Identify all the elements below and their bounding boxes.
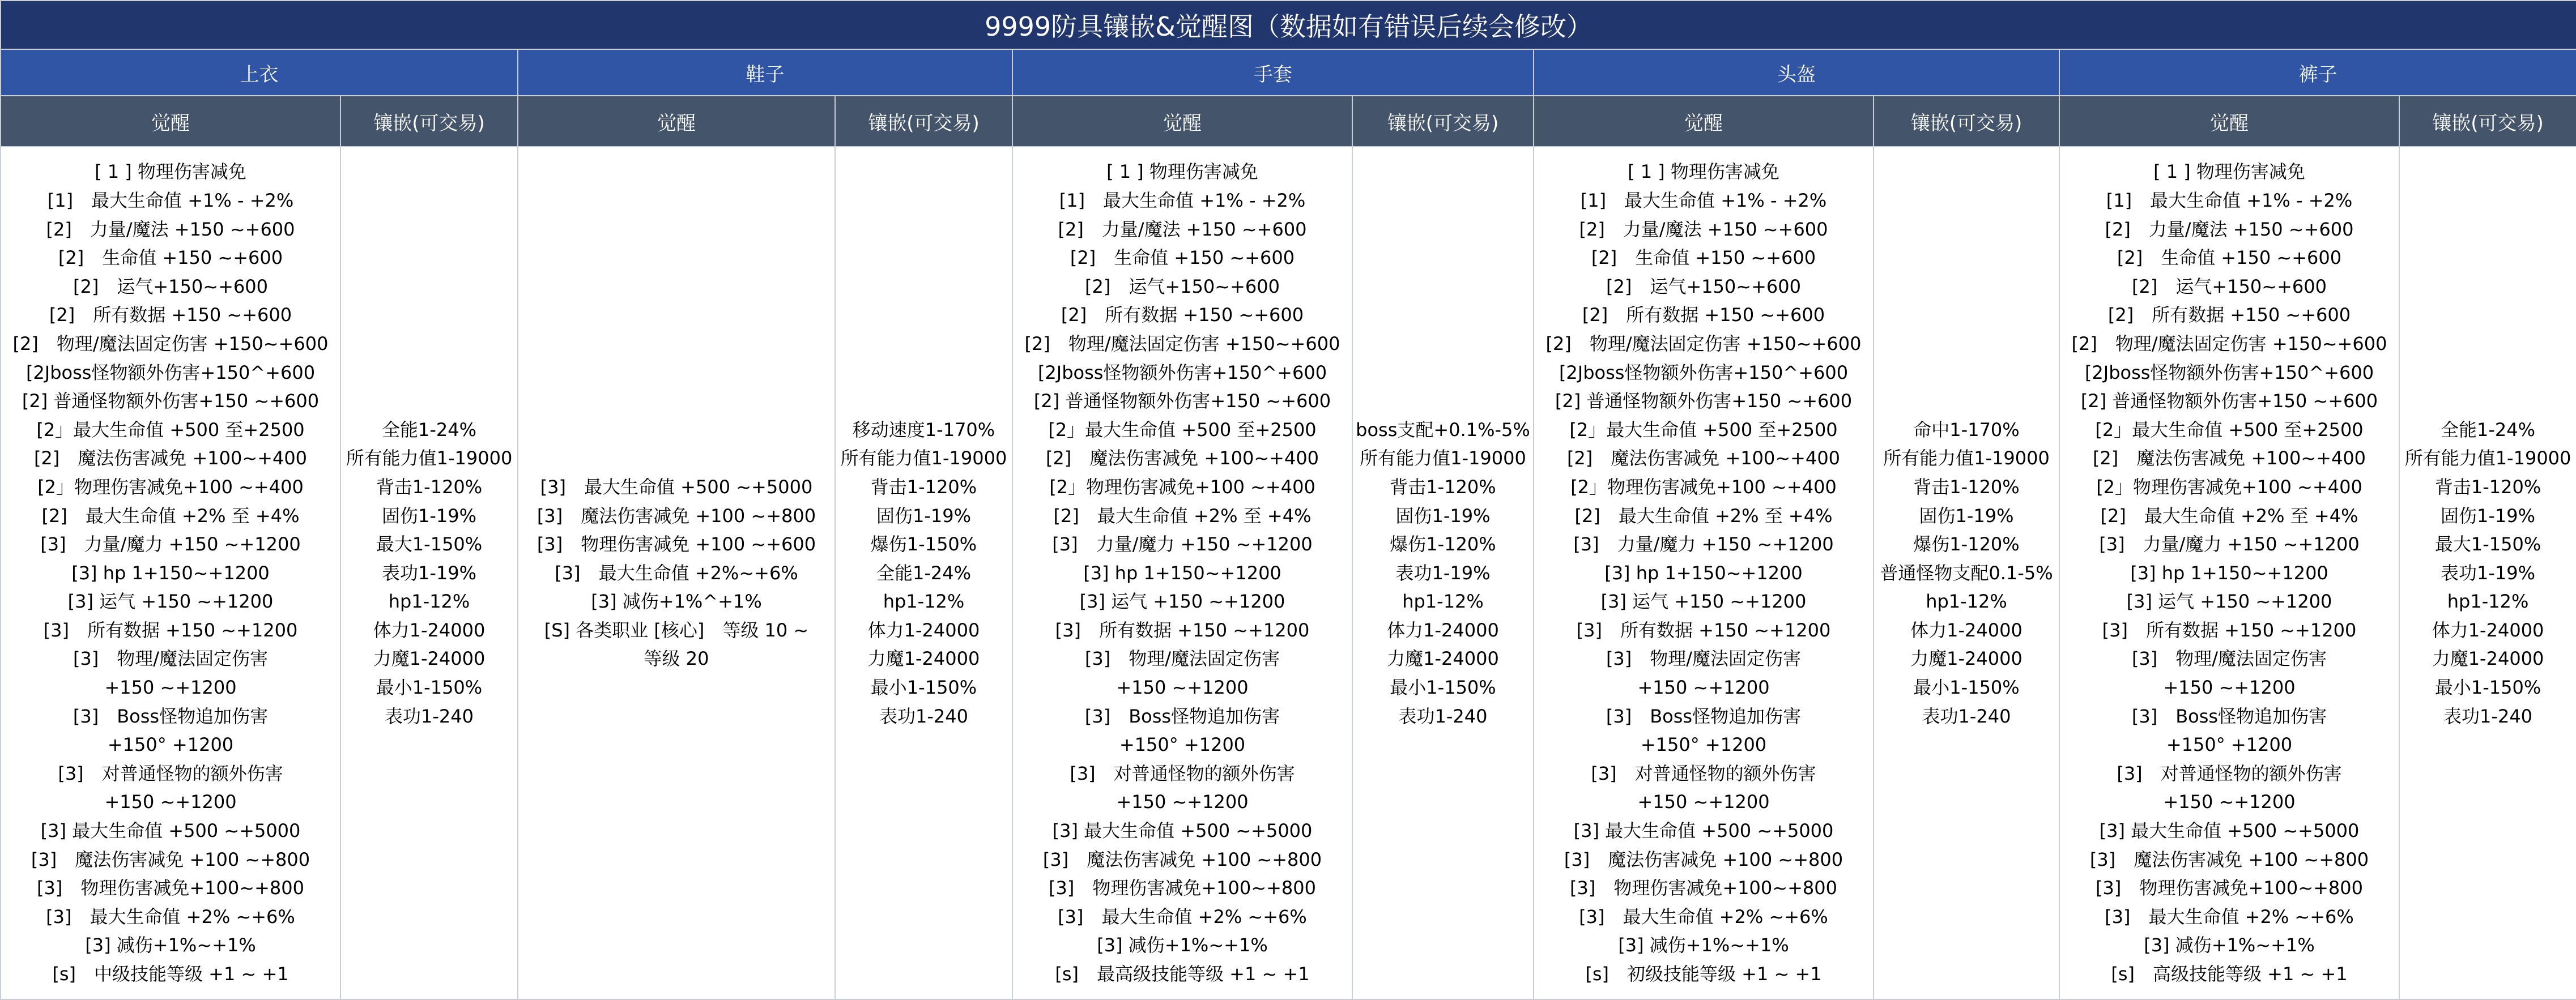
- awaken-line: [2」最大生命值 +500 至+2500: [1569, 418, 1838, 441]
- awaken-line: [3] 力量/魔力 +150 ~+1200: [1052, 533, 1313, 555]
- awaken-line: [3] 减伤+1%~+1%: [1618, 934, 1789, 956]
- awaken-line: +150° +1200: [107, 734, 234, 756]
- awaken-line: [2] 生命值 +150 ~+600: [58, 247, 283, 269]
- awaken-line: [3] 物理/魔法固定伤害: [73, 648, 269, 670]
- inlay-line: 力魔1-24000: [1387, 648, 1499, 670]
- awaken-line: [3] 物理/魔法固定伤害: [1606, 648, 1802, 670]
- inlay-line: 体力1-24000: [2432, 619, 2544, 641]
- awaken-line: [2Jboss怪物额外伤害+150^+600: [1037, 361, 1327, 383]
- awaken-list: [1534, 147, 1874, 999]
- awaken-line: [2] 运气+150~+600: [1085, 275, 1280, 297]
- awaken-line: [3] Boss怪物追加伤害: [2131, 705, 2327, 727]
- inlay-line: boss支配+0.1%-5%: [1356, 418, 1530, 441]
- inlay-line: 所有能力值1-19000: [2404, 447, 2571, 469]
- awaken-line: [ 1 ] 物理伤害减免: [95, 161, 246, 183]
- inlay-line: 表功1-240: [2443, 705, 2533, 727]
- inlay-line: 力魔1-24000: [2432, 648, 2544, 670]
- awaken-line: [3] 物理伤害减免 +100 ~+600: [537, 533, 816, 555]
- inlay-line: 体力1-24000: [867, 619, 980, 641]
- awaken-line: [3] hp 1+150~+1200: [71, 562, 270, 584]
- awaken-line: [2」物理伤害减免+100 ~+400: [1570, 476, 1837, 498]
- awaken-line: [3] 运气 +150 ~+1200: [1079, 591, 1285, 613]
- awaken-line: +150 ~+1200: [1637, 791, 1770, 813]
- inlay-line: 固伤1-19%: [2441, 505, 2536, 527]
- awaken-line: [2] 物理/魔法固定伤害 +150~+600: [2071, 332, 2387, 354]
- awaken-line: [2] 魔法伤害减免 +100~+400: [2092, 447, 2366, 469]
- inlay-line: 固伤1-19%: [1395, 505, 1491, 527]
- awaken-line: [2] 所有数据 +150 ~+600: [1061, 304, 1304, 326]
- inlay-header: 镶嵌(可交易): [1352, 96, 1534, 147]
- awaken-line: [2」物理伤害减免+100 ~+400: [2096, 476, 2362, 498]
- awaken-line: [2] 生命值 +150 ~+600: [2117, 247, 2342, 269]
- awaken-line: [2] 力量/魔法 +150 ~+600: [46, 218, 295, 240]
- awaken-header: 觉醒: [1012, 96, 1352, 147]
- inlay-line: 最大1-150%: [2434, 533, 2541, 555]
- awaken-line: [s] 高级技能等级 +1 ~ +1: [2111, 963, 2348, 985]
- awaken-line: [2」物理伤害减免+100 ~+400: [1049, 476, 1315, 498]
- awaken-line: [3] 最大生命值 +2%~+6%: [555, 562, 798, 584]
- awaken-line: +150 ~+1200: [1116, 791, 1249, 813]
- awaken-line: [2] 魔法伤害减免 +100~+400: [1566, 447, 1841, 469]
- awaken-line: [3] 物理/魔法固定伤害: [2131, 648, 2327, 670]
- inlay-line: 背击1-120%: [2434, 476, 2541, 498]
- awaken-line: [2] 生命值 +150 ~+600: [1070, 247, 1295, 269]
- inlay-line: 体力1-24000: [373, 619, 486, 641]
- awaken-line: [1] 最大生命值 +1% - +2%: [47, 189, 294, 211]
- awaken-line: [3] 最大生命值 +2% ~+6%: [1579, 905, 1828, 928]
- inlay-line: hp1-12%: [1926, 591, 2007, 613]
- inlay-line: 所有能力值1-19000: [1360, 447, 1526, 469]
- awaken-line: [3] 减伤+1%~+1%: [85, 934, 256, 956]
- awaken-line: +150° +1200: [2166, 734, 2293, 756]
- awaken-line: [2] 物理/魔法固定伤害 +150~+600: [1545, 332, 1862, 354]
- awaken-list: [518, 147, 835, 999]
- awaken-line: +150 ~+1200: [1637, 677, 1770, 699]
- awaken-line: [3] 最大生命值 +500 ~+5000: [1052, 820, 1313, 842]
- awaken-line: [3] 物理伤害减免+100~+800: [2096, 877, 2363, 899]
- awaken-line: [2] 魔法伤害减免 +100~+400: [1045, 447, 1319, 469]
- inlay-list: [1874, 147, 2059, 999]
- awaken-line: [3] 最大生命值 +500 ~+5000: [540, 476, 813, 498]
- awaken-line: [2」最大生命值 +500 至+2500: [36, 418, 305, 441]
- awaken-line: [3] Boss怪物追加伤害: [1084, 705, 1280, 727]
- inlay-header: 镶嵌(可交易): [1874, 96, 2059, 147]
- inlay-list: [2399, 147, 2576, 999]
- awaken-line: [2」物理伤害减免+100 ~+400: [37, 476, 304, 498]
- inlay-line: hp1-12%: [388, 591, 470, 613]
- inlay-header: 镶嵌(可交易): [2399, 96, 2576, 147]
- awaken-line: [3] hp 1+150~+1200: [1604, 562, 1803, 584]
- awaken-line: [3] 运气 +150 ~+1200: [2126, 591, 2332, 613]
- awaken-line: [2Jboss怪物额外伤害+150^+600: [25, 361, 316, 383]
- inlay-line: 爆伤1-120%: [1390, 533, 1496, 555]
- inlay-line: 全能1-24%: [2441, 418, 2536, 441]
- awaken-line: [2] 所有数据 +150 ~+600: [2107, 304, 2351, 326]
- awaken-line: [2] 运气+150~+600: [73, 275, 268, 297]
- inlay-line: hp1-12%: [883, 591, 965, 613]
- awaken-line: [3] 力量/魔力 +150 ~+1200: [1573, 533, 1834, 555]
- awaken-line: [3] 最大生命值 +2% ~+6%: [1058, 905, 1307, 928]
- inlay-line: 力魔1-24000: [373, 648, 486, 670]
- awaken-line: [3] 魔法伤害减免 +100 ~+800: [1564, 848, 1843, 870]
- awaken-line: [3] 减伤+1%~+1%: [2144, 934, 2315, 956]
- awaken-line: [3] Boss怪物追加伤害: [1606, 705, 1802, 727]
- inlay-line: 爆伤1-120%: [1913, 533, 2020, 555]
- awaken-line: [3] 力量/魔力 +150 ~+1200: [2099, 533, 2360, 555]
- category-header-row: [1, 49, 2576, 96]
- awaken-line: [2] 生命值 +150 ~+600: [1591, 247, 1816, 269]
- awaken-line: [2Jboss怪物额外伤害+150^+600: [2084, 361, 2374, 383]
- awaken-line: [2Jboss怪物额外伤害+150^+600: [1559, 361, 1849, 383]
- inlay-line: 表功1-240: [1922, 705, 2011, 727]
- awaken-line: [3] 魔法伤害减免 +100 ~+800: [537, 505, 816, 527]
- awaken-line: [2] 普通怪物额外伤害+150 ~+600: [1033, 390, 1331, 412]
- awaken-line: [3] 所有数据 +150 ~+1200: [1055, 619, 1310, 641]
- awaken-line: [3] 力量/魔力 +150 ~+1200: [40, 533, 301, 555]
- awaken-line: +150 ~+1200: [2163, 791, 2296, 813]
- awaken-line: [2] 所有数据 +150 ~+600: [49, 304, 292, 326]
- category-header: 手套: [1012, 49, 1534, 96]
- inlay-line: 爆伤1-150%: [870, 533, 977, 555]
- awaken-line: [1] 最大生命值 +1% - +2%: [1580, 189, 1827, 211]
- inlay-line: 体力1-24000: [1910, 619, 2023, 641]
- inlay-line: 最小1-150%: [870, 677, 977, 699]
- awaken-line: [s] 最高级技能等级 +1 ~ +1: [1055, 963, 1310, 985]
- content-row: [1, 147, 2576, 999]
- inlay-line: 表功1-240: [879, 705, 968, 727]
- category-header: 鞋子: [518, 49, 1012, 96]
- awaken-line: 等级 20: [644, 648, 709, 670]
- awaken-line: +150° +1200: [1640, 734, 1767, 756]
- inlay-line: 全能1-24%: [381, 418, 477, 441]
- inlay-line: 背击1-120%: [1913, 476, 2020, 498]
- inlay-line: hp1-12%: [1402, 591, 1484, 613]
- inlay-line: 固伤1-19%: [876, 505, 972, 527]
- inlay-line: 固伤1-19%: [1919, 505, 2014, 527]
- inlay-header: 镶嵌(可交易): [835, 96, 1012, 147]
- inlay-line: hp1-12%: [2447, 591, 2529, 613]
- inlay-line: 全能1-24%: [876, 562, 972, 584]
- awaken-line: +150 ~+1200: [2163, 677, 2296, 699]
- awaken-line: [ 1 ] 物理伤害减免: [1628, 161, 1779, 183]
- awaken-line: +150 ~+1200: [104, 791, 237, 813]
- awaken-line: [s] 中级技能等级 +1 ~ +1: [52, 963, 289, 985]
- inlay-line: 所有能力值1-19000: [346, 447, 513, 469]
- awaken-header: 觉醒: [1, 96, 340, 147]
- awaken-line: [3] 减伤+1%~+1%: [1097, 934, 1268, 956]
- inlay-line: 所有能力值1-19000: [840, 447, 1007, 469]
- inlay-line: 普通怪物支配0.1-5%: [1880, 562, 2053, 584]
- inlay-line: 表功1-240: [385, 705, 474, 727]
- subheader-row: [1, 96, 2576, 147]
- awaken-line: [3] 物理伤害减免+100~+800: [37, 877, 304, 899]
- awaken-line: [3] 最大生命值 +500 ~+5000: [2099, 820, 2360, 842]
- awaken-line: [3] 物理伤害减免+100~+800: [1570, 877, 1837, 899]
- awaken-line: [2] 普通怪物额外伤害+150 ~+600: [2080, 390, 2378, 412]
- awaken-line: [3] 物理/魔法固定伤害: [1084, 648, 1280, 670]
- awaken-line: [3] 所有数据 +150 ~+1200: [43, 619, 298, 641]
- category-header: 裤子: [2059, 49, 2576, 96]
- inlay-line: 表功1-19%: [381, 562, 477, 584]
- awaken-line: [3] 最大生命值 +2% ~+6%: [46, 905, 295, 928]
- awaken-line: [2] 物理/魔法固定伤害 +150~+600: [12, 332, 329, 354]
- awaken-header: 觉醒: [2059, 96, 2399, 147]
- inlay-line: 力魔1-24000: [1910, 648, 2023, 670]
- awaken-line: +150 ~+1200: [1116, 677, 1249, 699]
- awaken-list: [2059, 147, 2399, 999]
- inlay-line: 背击1-120%: [870, 476, 977, 498]
- awaken-line: [S] 各类职业 [核心] 等级 10 ~: [544, 619, 809, 641]
- awaken-line: +150° +1200: [1119, 734, 1246, 756]
- awaken-line: [3] 魔法伤害减免 +100 ~+800: [1042, 848, 1322, 870]
- awaken-line: [2] 最大生命值 +2% 至 +4%: [2100, 505, 2358, 527]
- inlay-list: [340, 147, 518, 999]
- category-header: 上衣: [1, 49, 518, 96]
- awaken-line: [ 1 ] 物理伤害减免: [2153, 161, 2305, 183]
- awaken-header: 觉醒: [1534, 96, 1874, 147]
- awaken-line: [3] hp 1+150~+1200: [2130, 562, 2328, 584]
- inlay-line: 背击1-120%: [376, 476, 483, 498]
- awaken-line: [3] 所有数据 +150 ~+1200: [2102, 619, 2357, 641]
- awaken-line: [2] 普通怪物额外伤害+150 ~+600: [22, 390, 320, 412]
- awaken-line: [2] 力量/魔法 +150 ~+600: [2105, 218, 2354, 240]
- awaken-list: [1, 147, 340, 999]
- awaken-line: [2] 最大生命值 +2% 至 +4%: [1574, 505, 1833, 527]
- awaken-line: [s] 初级技能等级 +1 ~ +1: [1585, 963, 1822, 985]
- awaken-line: [3] 最大生命值 +500 ~+5000: [1573, 820, 1834, 842]
- inlay-line: 表功1-19%: [1395, 562, 1491, 584]
- inlay-line: 命中1-170%: [1913, 418, 2020, 441]
- inlay-line: 力魔1-24000: [867, 648, 980, 670]
- category-header: 头盔: [1534, 49, 2059, 96]
- awaken-line: [2] 普通怪物额外伤害+150 ~+600: [1555, 390, 1853, 412]
- inlay-list: [835, 147, 1012, 999]
- sheet-title: 9999防具镶嵌&觉醒图（数据如有错误后续会修改）: [1, 1, 2576, 49]
- awaken-line: [2] 最大生命值 +2% 至 +4%: [1053, 505, 1312, 527]
- awaken-line: [1] 最大生命值 +1% - +2%: [1059, 189, 1306, 211]
- inlay-line: 表功1-240: [1398, 705, 1488, 727]
- inlay-line: 背击1-120%: [1390, 476, 1496, 498]
- awaken-line: [3] 对普通怪物的额外伤害: [2117, 762, 2342, 784]
- awaken-line: [3] 所有数据 +150 ~+1200: [1576, 619, 1831, 641]
- awaken-line: [3] 对普通怪物的额外伤害: [1070, 762, 1295, 784]
- awaken-list: [1012, 147, 1352, 999]
- awaken-line: [2」最大生命值 +500 至+2500: [2095, 418, 2364, 441]
- inlay-list: [1352, 147, 1534, 999]
- inlay-line: 最小1-150%: [1913, 677, 2020, 699]
- inlay-line: 固伤1-19%: [381, 505, 477, 527]
- awaken-line: [2] 力量/魔法 +150 ~+600: [1579, 218, 1828, 240]
- inlay-line: 移动速度1-170%: [852, 418, 995, 441]
- awaken-line: [2」最大生命值 +500 至+2500: [1048, 418, 1317, 441]
- awaken-line: [2] 最大生命值 +2% 至 +4%: [41, 505, 300, 527]
- inlay-line: 体力1-24000: [1387, 619, 1499, 641]
- awaken-line: +150 ~+1200: [104, 677, 237, 699]
- awaken-line: [ 1 ] 物理伤害减免: [1106, 161, 1258, 183]
- awaken-line: [2] 运气+150~+600: [2132, 275, 2327, 297]
- awaken-line: [3] hp 1+150~+1200: [1083, 562, 1281, 584]
- awaken-line: [3] 运气 +150 ~+1200: [67, 591, 274, 613]
- inlay-line: 最小1-150%: [376, 677, 483, 699]
- inlay-line: 最小1-150%: [1390, 677, 1496, 699]
- awaken-line: [3] 对普通怪物的额外伤害: [1591, 762, 1816, 784]
- awaken-line: [3] 物理伤害减免+100~+800: [1049, 877, 1316, 899]
- inlay-line: 最大1-150%: [376, 533, 483, 555]
- inlay-header: 镶嵌(可交易): [340, 96, 518, 147]
- inlay-line: 最小1-150%: [2434, 677, 2541, 699]
- awaken-line: [3] 最大生命值 +500 ~+5000: [40, 820, 301, 842]
- awaken-line: [3] 魔法伤害减免 +100 ~+800: [31, 848, 310, 870]
- awaken-line: [3] Boss怪物追加伤害: [73, 705, 269, 727]
- awaken-line: [3] 最大生命值 +2% ~+6%: [2105, 905, 2354, 928]
- awaken-line: [2] 物理/魔法固定伤害 +150~+600: [1024, 332, 1340, 354]
- awaken-line: [2] 力量/魔法 +150 ~+600: [1058, 218, 1307, 240]
- awaken-header: 觉醒: [518, 96, 835, 147]
- awaken-line: [2] 魔法伤害减免 +100~+400: [33, 447, 308, 469]
- awaken-line: [3] 魔法伤害减免 +100 ~+800: [2089, 848, 2369, 870]
- awaken-line: [2] 运气+150~+600: [1606, 275, 1801, 297]
- awaken-line: [2] 所有数据 +150 ~+600: [1582, 304, 1825, 326]
- inlay-line: 表功1-19%: [2441, 562, 2536, 584]
- awaken-line: [1] 最大生命值 +1% - +2%: [2106, 189, 2353, 211]
- inlay-line: 所有能力值1-19000: [1883, 447, 2050, 469]
- awaken-line: [3] 减伤+1%^+1%: [591, 591, 762, 613]
- awaken-line: [3] 对普通怪物的额外伤害: [58, 762, 283, 784]
- awaken-line: [3] 运气 +150 ~+1200: [1600, 591, 1807, 613]
